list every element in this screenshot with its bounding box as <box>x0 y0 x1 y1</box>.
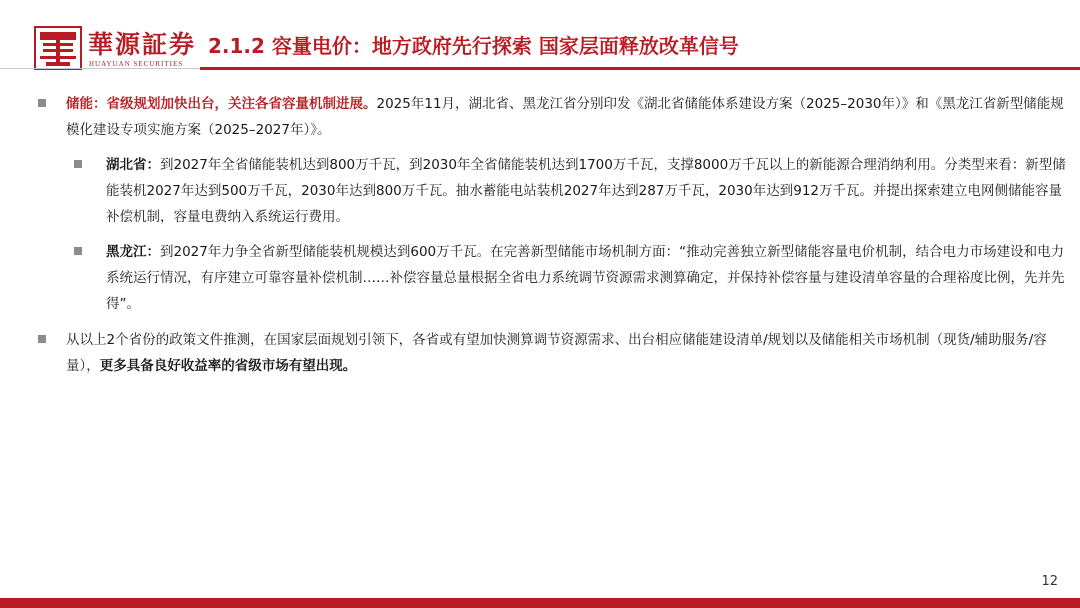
slide-title: 2.1.2 容量电价：地方政府先行探索 国家层面释放改革信号 <box>208 34 739 58</box>
header-divider <box>200 67 1080 70</box>
bullet-lead: 储能：省级规划加快出台，关注各省容量机制进展。 <box>66 96 377 112</box>
bullet-text: 2025年11月，湖北省、黑龙江省分别印发《湖北省储能体系建设方案（2025–2030年）》和《黑龙江省新型储能规模化建设专项实施方案（2025–2027年）》。 <box>66 96 1064 138</box>
bullet-hubei <box>38 152 1068 230</box>
slide-header <box>0 0 1080 80</box>
bullet-lead: 湖北省： <box>106 157 160 173</box>
brand-name: 華源証券 <box>88 30 197 59</box>
bullet-text: 从以上2个省份的政策文件推测，在国家层面规划引领下，各省或有望加快测算调节资源需求、出台相应储能建设清单/规划以及储能相关市场机制（现货/辅助服务/容量）， <box>66 332 1047 374</box>
bullet-national-outlook <box>38 327 1068 379</box>
bullet-heilongjiang <box>38 239 1068 317</box>
bullet-text: 到2027年全省储能装机达到800万千瓦，到2030年全省储能装机达到1700万千瓦，支撑8000万千瓦以上的新能源合理消纳利用。分类型来看：新型储能装机2027年达到500万千瓦，2030年达到800万千瓦。抽水蓄能电站装机2027年达到287万千瓦，2030年达到912万千瓦。并提出探索建立电网侧储能容量补偿机制，容量电费纳入系统运行费用。 <box>106 157 1066 225</box>
bullet-storage-planning <box>38 91 1068 143</box>
header-divider-gray <box>0 68 200 69</box>
square-bullet-icon <box>74 160 82 168</box>
bullet-text: 到2027年力争全省新型储能装机规模达到600万千瓦。在完善新型储能市场机制方面：“推动完善独立新型储能容量电价机制，结合电力市场建设和电力系统运行情况，有序建立可靠容量补偿机制……补偿容量总量根据全省电力系统调节资源需求测算确定，并保持补偿容量与建设清单容量的合理裕度比例，先并先得”。 <box>106 244 1065 312</box>
slide-body <box>38 91 1068 379</box>
footer-bar <box>0 598 1080 608</box>
bullet-conclusion: 更多具备良好收益率的省级市场有望出现。 <box>99 358 357 374</box>
square-bullet-icon <box>74 247 82 255</box>
brand-name-en: HUAYUAN SECURITIES <box>89 60 184 68</box>
bullet-lead: 黑龙江： <box>106 244 160 260</box>
square-bullet-icon <box>38 335 46 343</box>
page-number: 12 <box>1041 574 1058 589</box>
seal-logo-icon <box>34 26 82 70</box>
square-bullet-icon <box>38 99 46 107</box>
